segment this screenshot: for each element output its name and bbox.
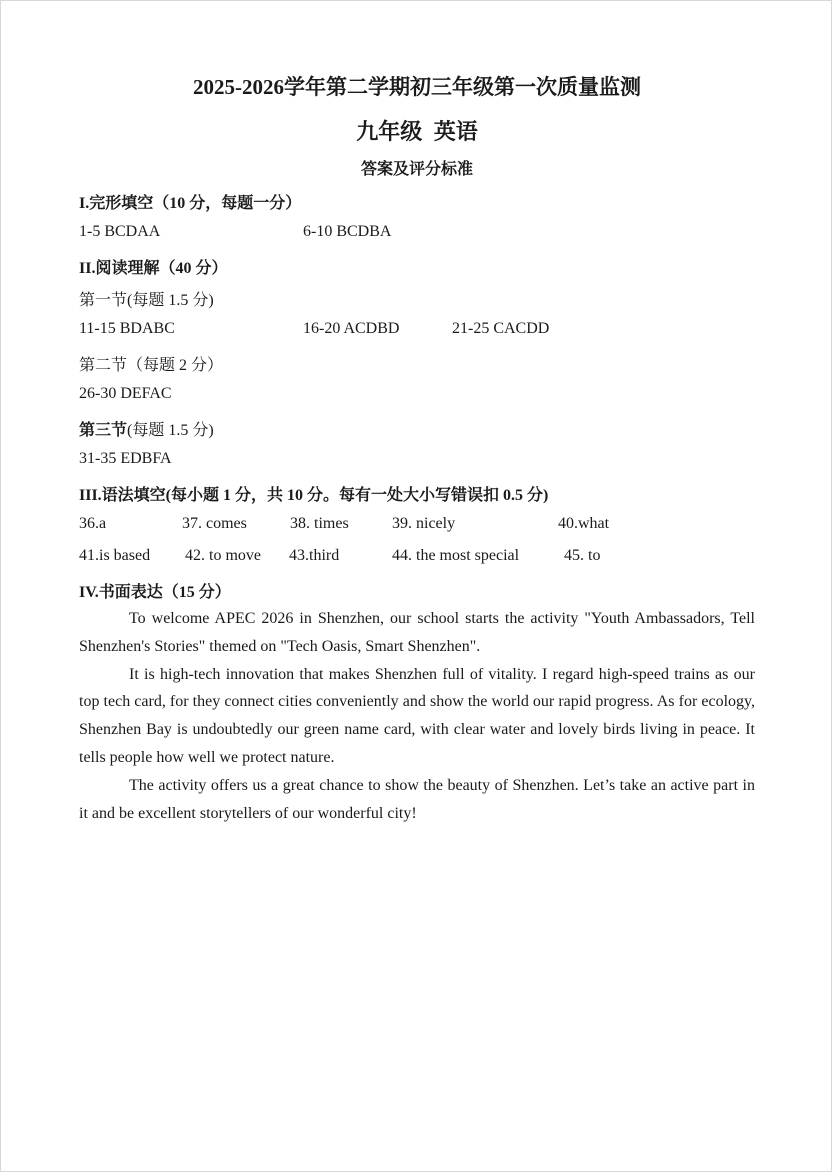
grammar-answer: 39. nicely — [392, 515, 456, 532]
grammar-answer: 42. to move — [185, 547, 261, 564]
part3-label-bold: 第三节 — [79, 422, 128, 439]
part3-label — [79, 417, 214, 440]
section3-heading: III.语法填空(每小题 1 分，共 10 分。每有一处大小写错误扣 0.5 分) — [79, 487, 549, 504]
answer-group: 26-30 DEFAC — [79, 385, 172, 402]
part3-label-rest: (每题 1.5 分) — [127, 422, 214, 439]
answer-group: 21-25 CACDD — [452, 320, 550, 337]
part1-label: 第一节(每题 1.5 分) — [79, 292, 214, 309]
grammar-answer: 38. times — [290, 515, 349, 532]
answer-group: 1-5 BCDAA — [79, 223, 161, 240]
answer-group: 31-35 EDBFA — [79, 450, 172, 467]
exam-title: 2025-2026学年第二学期初三年级第一次质量监测 — [193, 75, 641, 99]
answer-group: 16-20 ACDBD — [303, 320, 400, 337]
essay-paragraph: To welcome APEC 2026 in Shenzhen, our school starts the activity "Youth Ambassadors, Tell Shenzhen's Stories" themed on "Tech Oasis, Smart Shenzhen". — [79, 610, 755, 655]
answer-group: 11-15 BDABC — [79, 320, 175, 337]
grammar-answer: 44. the most special — [392, 547, 520, 564]
exam-subtitle: 九年级 英语 — [356, 119, 478, 144]
part2-label: 第二节（每题 2 分） — [79, 357, 224, 374]
grammar-answer: 41.is based — [79, 547, 151, 564]
grammar-answer: 36.a — [79, 515, 107, 532]
section2-heading: II.阅读理解（40 分） — [79, 260, 228, 277]
grammar-answer: 40.what — [558, 515, 610, 532]
essay-paragraph: The activity offers us a great chance to show the beauty of Shenzhen. Let’s take an active part in it and be excellent storytellers of our wonderful city! — [79, 776, 755, 822]
grammar-answer: 43.third — [289, 547, 340, 564]
section4-heading: IV.书面表达（15 分） — [79, 584, 231, 601]
grammar-answer: 45. to — [564, 547, 601, 564]
grammar-answer: 37. comes — [182, 515, 247, 532]
answer-group: 6-10 BCDBA — [303, 223, 392, 240]
model-essay — [79, 605, 755, 827]
answer-standard-heading: 答案及评分标准 — [360, 161, 473, 178]
essay-paragraph: It is high-tech innovation that makes Shenzhen full of vitality. I regard high-speed trains as our top tech card, for they connect cities conveniently and show the world our rapid progress. As for ecology, Shenzhen Bay is undoubtedly our green name card, with clear water and lovely birds living in peace. It tells people how well we protect nature. — [79, 665, 755, 766]
section1-heading: I.完形填空（10 分，每题一分） — [79, 195, 302, 212]
